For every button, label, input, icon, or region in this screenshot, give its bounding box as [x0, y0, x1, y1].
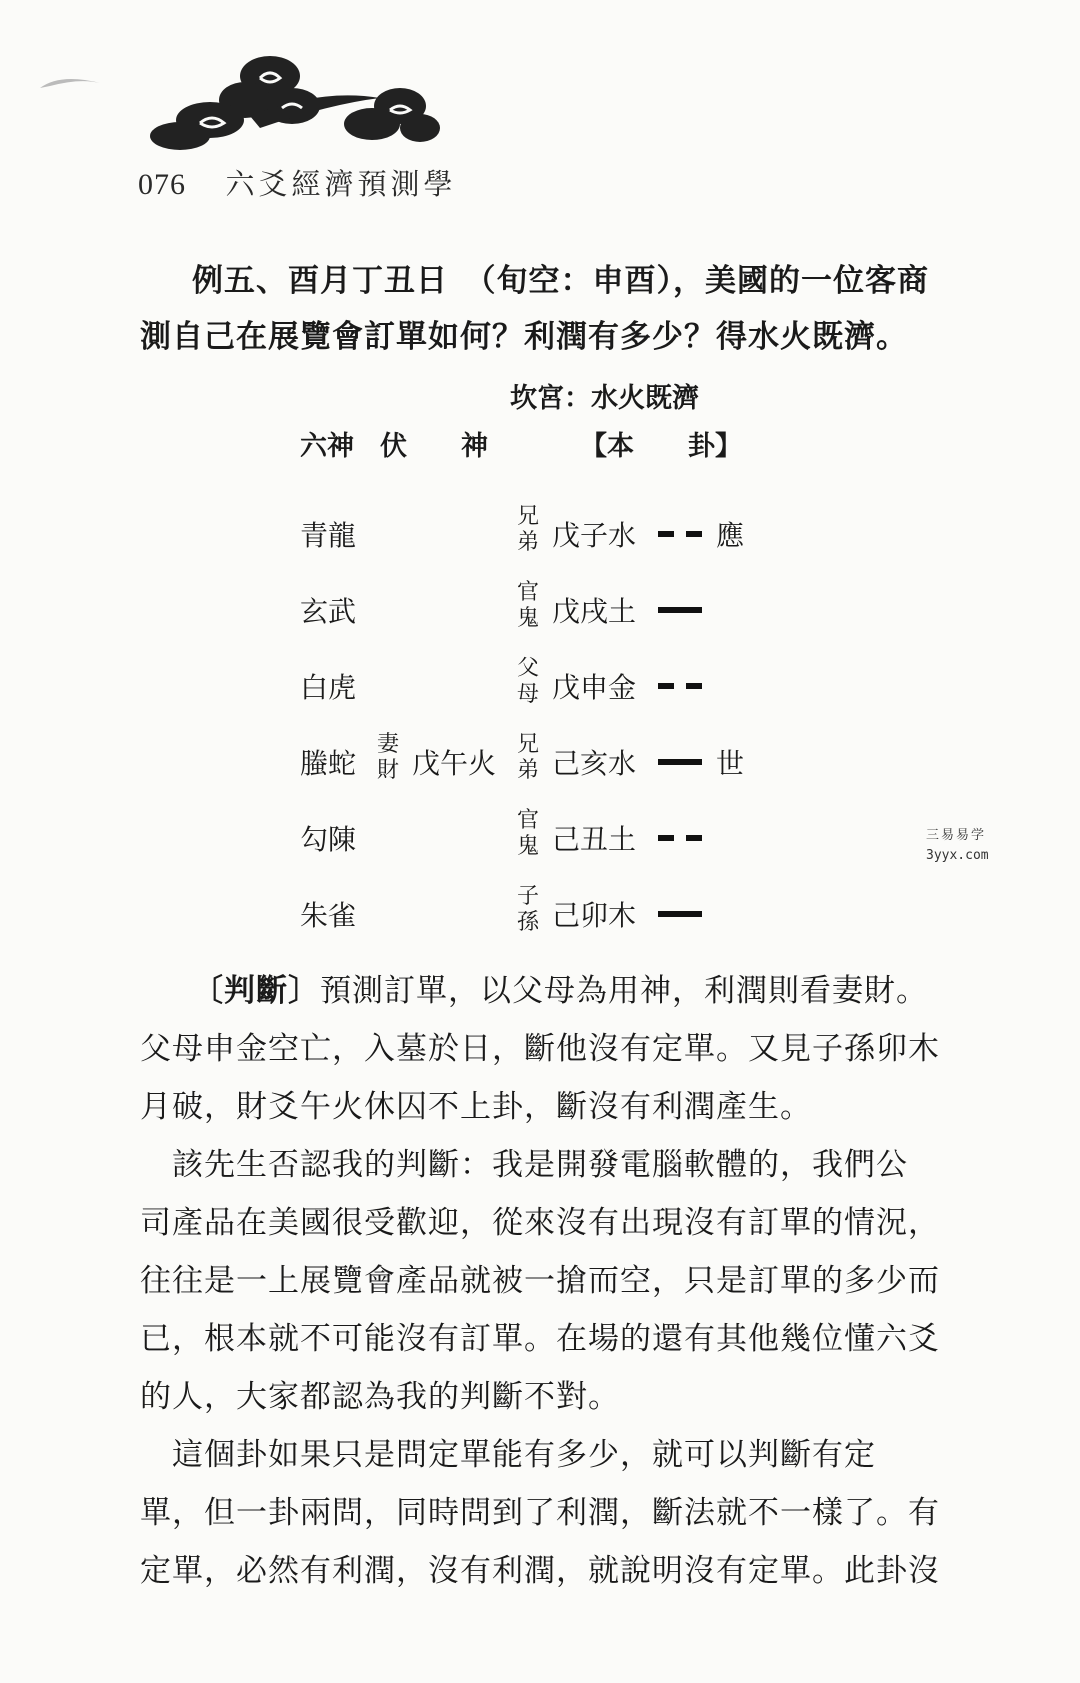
- body-line: 司產品在美國很受歡迎，從來沒有出現沒有訂單的情況，: [140, 1205, 940, 1241]
- self-mark: 世: [716, 747, 745, 780]
- response-mark: 應: [716, 519, 745, 552]
- six-god: 白虎: [300, 671, 357, 704]
- relation: 父 母: [516, 656, 539, 707]
- judgement-paragraph-line-1: 〔判斷〕預測訂單，以父母為用神，利潤則看妻財。: [192, 973, 928, 1009]
- body-line: 父母申金空亡，入墓於日，斷他沒有定單。又見子孫卯木: [140, 1031, 940, 1067]
- col-hidden-god: 伏 神: [380, 431, 488, 462]
- example-line-2: 測自己在展覽會訂單如何？利潤有多少？得水火既濟。: [140, 319, 908, 355]
- watermark-name: 三易易学: [926, 828, 987, 843]
- stem-branch: 戊子水: [552, 519, 637, 552]
- example-line-1: 例五、酉月丁丑日 （旬空：申酉），美國的一位客商: [192, 263, 929, 299]
- body-line: 已，根本就不可能沒有訂單。在場的還有其他幾位懂六爻: [140, 1321, 940, 1357]
- relation: 兄 弟: [516, 504, 539, 555]
- stem-branch: 戊戌土: [552, 595, 637, 628]
- watermark-url: 3yyx.com: [926, 848, 989, 863]
- relation: 子 孫: [516, 884, 539, 935]
- col-main-hexagram: 【本 卦】: [580, 431, 742, 462]
- hidden-relation: 妻 財: [376, 732, 399, 783]
- six-god: 玄武: [300, 595, 357, 628]
- page-number: 076: [138, 168, 186, 201]
- relation: 兄 弟: [516, 732, 539, 783]
- yin-line: [658, 835, 702, 841]
- body-line: 單，但一卦兩問，同時問到了利潤，斷法就不一樣了。有: [140, 1495, 940, 1531]
- six-god: 勾陳: [300, 823, 357, 856]
- stem-branch: 己丑土: [552, 823, 637, 856]
- body-line: 往往是一上展覽會產品就被一搶而空，只是訂單的多少而: [140, 1263, 940, 1299]
- body-line: 該先生否認我的判斷：我是開發電腦軟體的，我們公: [140, 1147, 908, 1183]
- yin-line: [658, 683, 702, 689]
- yang-line: [658, 911, 702, 917]
- col-six-gods: 六神: [300, 431, 354, 462]
- running-header: [138, 162, 457, 203]
- site-watermark: [926, 826, 989, 866]
- body-line: 月破，財爻午火休囚不上卦，斷沒有利潤產生。: [140, 1089, 812, 1125]
- yang-line: [658, 607, 702, 613]
- relation: 官 鬼: [516, 580, 539, 631]
- stem-branch: 戊申金: [552, 671, 637, 704]
- body-line: 的人，大家都認為我的判斷不對。: [140, 1379, 620, 1415]
- hexagram-title: 坎宮：水火既濟: [510, 383, 699, 414]
- six-god: 螣蛇: [300, 747, 357, 780]
- judgement-label: 〔判斷〕: [192, 973, 320, 1009]
- stem-branch: 己亥水: [552, 747, 637, 780]
- body-line: 定單，必然有利潤，沒有利潤，就說明沒有定單。此卦沒: [140, 1553, 940, 1589]
- stem-branch: 己卯木: [552, 899, 637, 932]
- yin-line: [658, 531, 702, 537]
- relation: 官 鬼: [516, 808, 539, 859]
- yang-line: [658, 759, 702, 765]
- six-god: 朱雀: [300, 899, 357, 932]
- hidden-stem-branch: 戊午火: [412, 747, 497, 780]
- cloud-ornament: [20, 28, 450, 153]
- body-line: 這個卦如果只是問定單能有多少，就可以判斷有定: [140, 1437, 876, 1473]
- six-god: 青龍: [300, 519, 357, 552]
- book-title: 六爻經濟預測學: [225, 167, 457, 201]
